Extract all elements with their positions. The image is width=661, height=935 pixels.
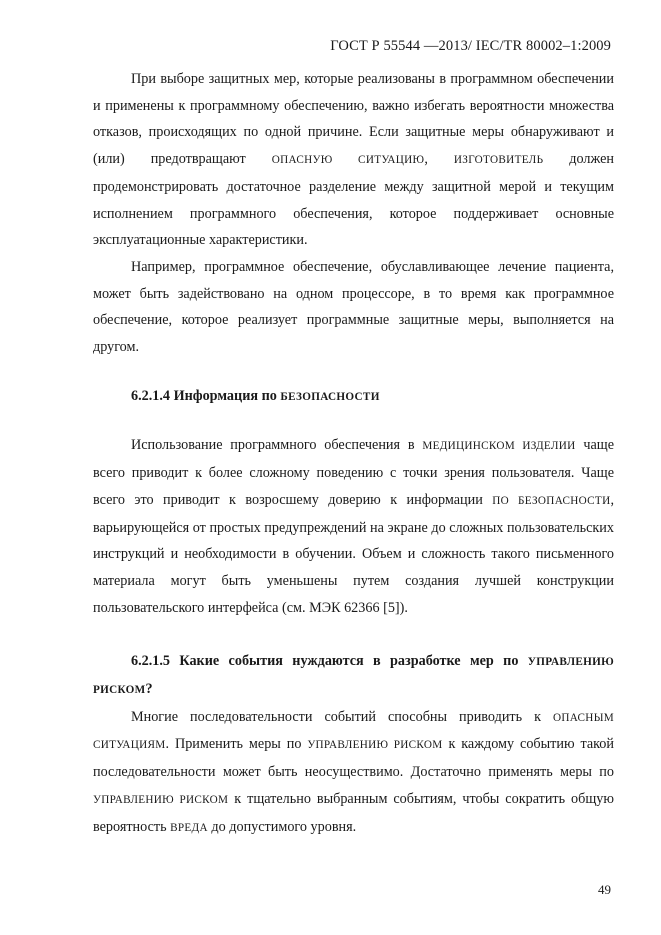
term-harm: ВРЕДА [170,821,208,834]
document-header: ГОСТ Р 55544 —2013/ IEC/TR 80002–1:2009 [330,38,611,54]
paragraph-example: Например, программное обеспечение, обуславливающее лечение пациента, может быть задействовано на одном процессоре, в то время как программное обеспечение, которое реализует программные защитные меры, выполняется на другом. [93,258,614,356]
term-safety: ПО БЕЗОПАСНОСТИ [492,494,611,507]
paragraph-event-sequences: Многие последовательности событий способны приводить к ОПАСНЫМ СИТУАЦИЯМ. Применить меры по УПРАВЛЕНИЮ РИСКОМ к каждому событию такой последовательности может быть неосуществимо. Достаточно применять меры по УПРАВЛЕНИЮ РИСКОМ к тщательно выбранным событиям, чтобы сократить общую вероятность ВРЕДА до допустимого уровня. [93,708,614,835]
section-heading-safety-information: 6.2.1.4 Информация по БЕЗОПАСНОСТИ [131,387,380,404]
term-risk-control: УПРАВЛЕНИЮ РИСКОМ [93,793,229,806]
page-number: 49 [598,882,611,897]
term-hazardous-situations: ОПАСНЫМ СИТУАЦИЯМ [93,711,614,752]
term-risk-control: УПРАВЛЕНИЮ РИСКОМ [307,739,443,752]
paragraph-safety-measures: При выборе защитных мер, которые реализованы в программном обеспечении и применены к программному обеспечению, важно избегать вероятности множества отказов, происходящих по одной причине. Если защитные меры обнаруживают и (или) предотвращают ОПАСНУЮ СИТУАЦИЮ, ИЗГОТОВИТЕЛЬ должен продемонстрировать достаточное разделение между защитной мерой и текущим исполнением программного обеспечения, которое поддерживает основные эксплуатационные характеристики. [93,71,615,249]
page-body [93,66,614,841]
term-hazardous-situation: ОПАСНУЮ СИТУАЦИЮ [271,154,425,167]
section-heading-risk-control: 6.2.1.5 Какие события нуждаются в разработке мер по УПРАВЛЕНИЮ РИСКОМ? [93,653,614,698]
paragraph-software-use: Использование программного обеспечения в МЕДИЦИНСКОМ ИЗДЕЛИИ чаще всего приводит к более сложному поведению с точки зрения пользователя. Чаще всего это приводит к возросшему доверию к информации ПО БЕЗОПАСНОСТИ, варьирующейся от простых предупреждений на экране до сложных пользовательских инструкций и необходимости в обучении. Объем и сложность такого письменного материала могут быть уменьшены путем создания лучшей конструкции пользовательского интерфейса (см. МЭК 62366 [5]). [93,437,614,616]
term-manufacturer: ИЗГОТОВИТЕЛЬ [453,154,544,167]
term-medical-device: МЕДИЦИНСКОМ ИЗДЕЛИИ [422,440,576,453]
